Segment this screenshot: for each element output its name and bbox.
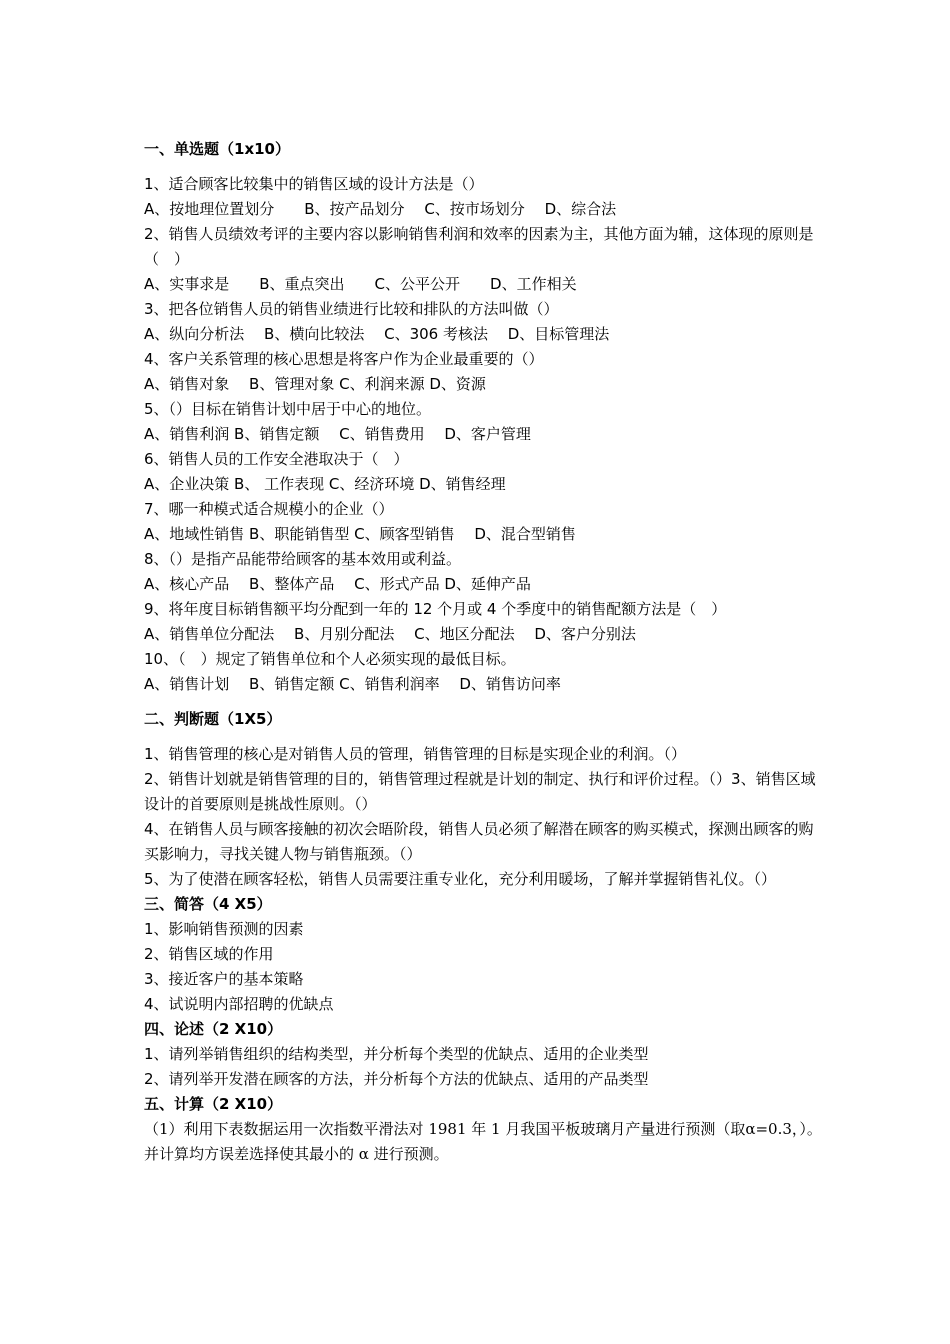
options-line: A、纵向分析法 B、横向比较法 C、306 考核法 D、目标管理法 [144, 325, 610, 343]
section-title-calculation: 五、计算（2 X10） [144, 1095, 283, 1113]
question-line: 7、哪一种模式适合规模小的企业（） [144, 500, 394, 518]
options-line: A、按地理位置划分 B、按产品划分 C、按市场划分 D、综合法 [144, 200, 617, 218]
statement-line: 2、销售计划就是销售管理的目的，销售管理过程就是计划的制定、执行和评价过程。（）3、销售区域设计的首要原则是挑战性原则。（） [144, 770, 816, 813]
short-answer-section [144, 917, 824, 1017]
statement-line: 4、在销售人员与顾客接触的初次会晤阶段，销售人员必须了解潜在顾客的购买模式，探测出顾客的购买影响力，寻找关键人物与销售瓶颈。（） [144, 820, 814, 863]
question-line: 2、请列举开发潜在顾客的方法，并分析每个方法的优缺点、适用的产品类型 [144, 1070, 649, 1088]
options-line: A、销售计划 B、销售定额 C、销售利润率 D、销售访问率 [144, 675, 561, 693]
question-line: 3、接近客户的基本策略 [144, 970, 304, 988]
question-line: （1）利用下表数据运用一次指数平滑法对 1981 年 1 月我国平板玻璃月产量进行预测（取α=0.3，）。并计算均方误差选择使其最小的 α 进行预测。 [144, 1120, 822, 1163]
section-title-essay: 四、论述（2 X10） [144, 1020, 283, 1038]
question-line: 5、（）目标在销售计划中居于中心的地位。 [144, 400, 432, 418]
essay-section [144, 1042, 824, 1092]
question-line: 6、销售人员的工作安全港取决于（ ） [144, 450, 409, 468]
calculation-section [144, 1117, 824, 1167]
options-line: A、销售利润 B、销售定额 C、销售费用 D、客户管理 [144, 425, 531, 443]
question-line: 1、适合顾客比较集中的销售区域的设计方法是（） [144, 175, 484, 193]
question-line: 9、将年度目标销售额平均分配到一年的 12 个月或 4 个季度中的销售配额方法是（ ） [144, 600, 727, 618]
options-line: A、实事求是 B、重点突出 C、公平公开 D、工作相关 [144, 275, 577, 293]
options-line: A、核心产品 B、整体产品 C、形式产品 D、延伸产品 [144, 575, 531, 593]
section-title-short-answer: 三、简答（4 X5） [144, 895, 272, 913]
question-line: 8、（）是指产品能带给顾客的基本效用或利益。 [144, 550, 462, 568]
options-line: A、销售对象 B、管理对象 C、利润来源 D、资源 [144, 375, 486, 393]
question-line: 1、请列举销售组织的结构类型，并分析每个类型的优缺点、适用的企业类型 [144, 1045, 649, 1063]
question-line: 3、把各位销售人员的销售业绩进行比较和排队的方法叫做（） [144, 300, 559, 318]
exam-content [144, 137, 824, 1167]
section-title-single-choice: 一、单选题（1x10） [144, 140, 290, 158]
single-choice-section [144, 172, 824, 697]
options-line: A、销售单位分配法 B、月别分配法 C、地区分配法 D、客户分别法 [144, 625, 636, 643]
section-title-true-false: 二、判断题（1X5） [144, 710, 282, 728]
question-line: 4、试说明内部招聘的优缺点 [144, 995, 334, 1013]
statement-line: 5、为了使潜在顾客轻松，销售人员需要注重专业化，充分利用暖场，了解并掌握销售礼仪。（） [144, 870, 777, 888]
question-line: 1、影响销售预测的因素 [144, 920, 304, 938]
question-line: 4、客户关系管理的核心思想是将客户作为企业最重要的（） [144, 350, 544, 368]
options-line: A、企业决策 B、 工作表现 C、经济环境 D、销售经理 [144, 475, 506, 493]
question-line: 10、（ ）规定了销售单位和个人必须实现的最低目标。 [144, 650, 516, 668]
true-false-section [144, 742, 824, 892]
options-line: A、地域性销售 B、职能销售型 C、顾客型销售 D、混合型销售 [144, 525, 576, 543]
question-line: 2、销售人员绩效考评的主要内容以影响销售利润和效率的因素为主，其他方面为辅，这体现的原则是（ ） [144, 225, 814, 268]
question-line: 2、销售区域的作用 [144, 945, 274, 963]
statement-line: 1、销售管理的核心是对销售人员的管理，销售管理的目标是实现企业的利润。（） [144, 745, 687, 763]
